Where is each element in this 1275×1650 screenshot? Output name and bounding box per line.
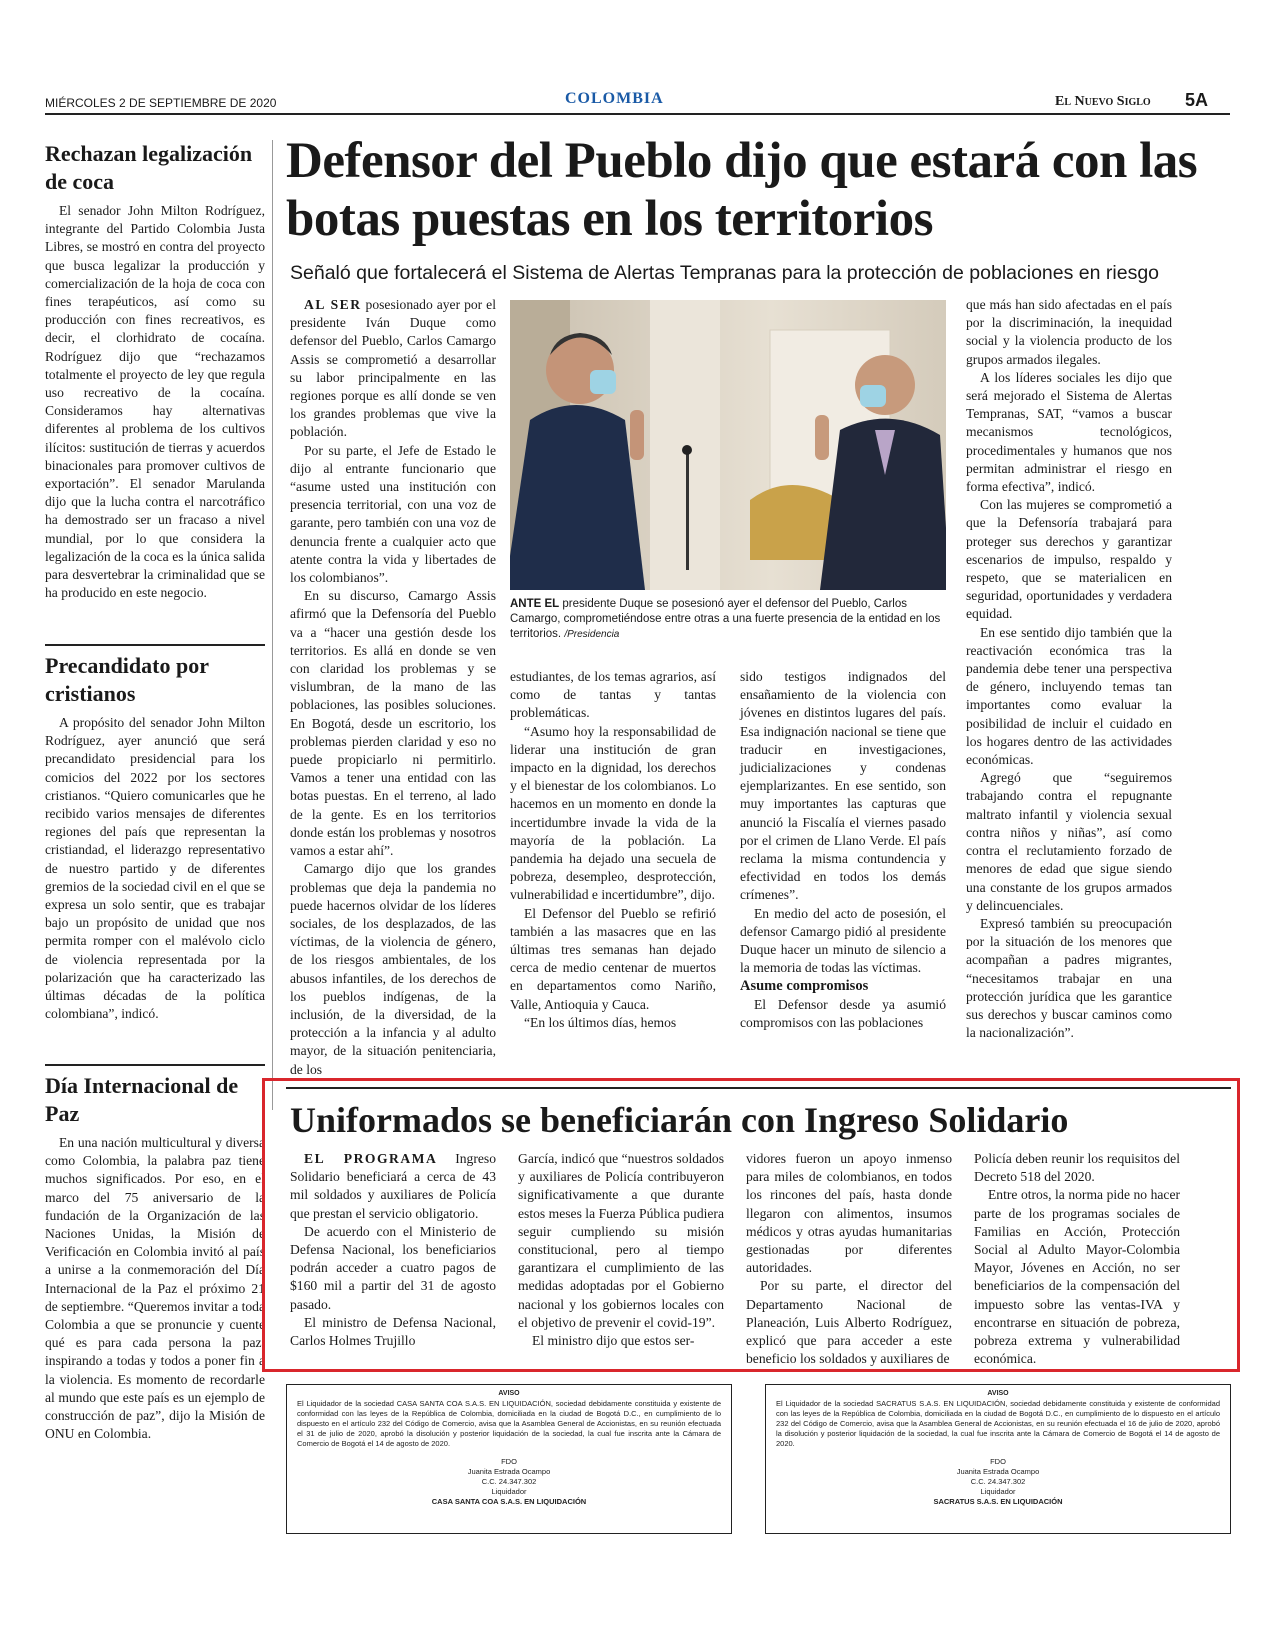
brief-title: Precandidato por cristianos <box>45 653 209 706</box>
paragraph: De acuerdo con el Ministerio de Defensa Nacional, los beneficiarios podrán acceder a cuatro pagos de $160 mil a partir del 31 de agosto pasado. <box>290 1223 496 1312</box>
notice-id: C.C. 24.347.302 <box>481 1477 537 1486</box>
main-subheadline: Señaló que fortalecerá el Sistema de Alertas Tempranas para la protección de poblaciones en riesgo <box>290 262 1160 284</box>
article1-column-2 <box>510 668 716 1032</box>
paragraph: que más han sido afectadas en el país por la discriminación, la inequidad social y la violencia producto de los grupos armados ilegales. <box>966 297 1172 367</box>
paragraph: En medio del acto de posesión, el defensor Camargo pidió al presidente Duque hacer un minuto de silencio a la memoria de todas las víctimas. <box>740 905 946 976</box>
article2-headline: Uniformados se beneficiarán con Ingreso Solidario <box>290 1100 1069 1140</box>
notice-fdo: FDO <box>501 1457 517 1466</box>
sidebar-brief-3 <box>45 1072 265 1443</box>
notice-body: El Liquidador de la sociedad CASA SANTA COA S.A.S. EN LIQUIDACIÓN, sociedad debidamente constituida y existente de conformidad con las leyes de la República de Colombia, domiciliada en la ciudad de Bogotá D.C., en cumplimiento de lo dispuesto en el artículo 232 del Código de Comercio, avisa que la Asamblea General de Accionistas, en su reunión efectuada el 31 de julio de 2020, aprobó la disolución y posterior liquidación de la sociedad, la cual fue inscrita ante la Cámara de Comercio de Bogotá el 14 de agosto de 2020. <box>297 1399 721 1448</box>
subhead: Asume compromisos <box>740 978 869 995</box>
caption-lead: ANTE EL <box>510 598 560 610</box>
paragraph: Expresó también su preocupación por la situación de los menores que acompañan a padres migrantes, “necesitamos trabajar en una protección jurídica que les garantice sus derechos y buscar caminos como la nacionalización”. <box>966 915 1172 1041</box>
paragraph: vidores fueron un apoyo inmenso para miles de colombianos, en todos los rincones del país, hasta donde llegaron con alimentos, insumos médicos y otras ayudas humanitarias gestionadas por diferentes autoridades. <box>746 1151 952 1276</box>
paragraph: “Asumo hoy la responsabilidad de liderar una institución de gran impacto en la dignidad, los derechos y el bienestar de los colombianos. Lo hacemos en un momento en donde la incertidumbre invade la vida de la mayoría de la población. La pandemia ha dejado una secuela de pobreza, desempleo, desprotección, vulnerabilidad e incertidumbre”, dijo. <box>510 723 716 903</box>
page-number: 5A <box>1185 90 1209 110</box>
article2-column-2 <box>518 1150 724 1350</box>
paragraph: Camargo dijo que los grandes problemas que deja la pandemia no puede hacernos olvidar de los líderes sociales, de los desplazados, de las víctimas, de la violencia de género, de los riesgos ambientales, de los abusos infantiles, de los derechos de los pueblos indígenas, de la inclusión, de la diversidad, de la protección a la infancia y al adulto mayor, de la situación penitenciaria, de los <box>290 861 496 1077</box>
article2-rule <box>286 1087 1231 1089</box>
notice-company: CASA SANTA COA S.A.S. EN LIQUIDACIÓN <box>431 1497 587 1506</box>
paragraph: El Defensor desde ya asumió compromisos con las poblaciones <box>740 996 946 1030</box>
article1-column-1 <box>290 296 496 1079</box>
paragraph: Con las mujeres se comprometió a que la Defensoría trabajará para proteger sus derechos y garantizar escenarios de impulso, respaldo y respeto, que se materialicen en seguridad, oportunidades y verdadera equidad. <box>966 497 1172 622</box>
paragraph: Ingreso Solidario beneficiará a cerca de 43 mil soldados y auxiliares de Policía que prestan el servicio obligatorio. <box>290 1151 496 1221</box>
legal-notice <box>765 1384 1231 1534</box>
article1-column-4 <box>966 296 1172 1042</box>
paragraph: posesionado ayer por el presidente Iván Duque como defensor del Pueblo, Carlos Camargo Assis se comprometió a desarrollar su labor principalmente en las regiones porque es allí donde se ven los grandes problemas que vive la población. <box>290 297 496 440</box>
paragraph: Por su parte, el Jefe de Estado le dijo al entrante funcionario que “asume usted una institución con presencia territorial, con una voz de garante, pero también con una voz de denuncia frente a cualquier acto que atente contra la vida y libertades de los colombianos”. <box>290 442 496 586</box>
caption-text: presidente Duque se posesionó ayer el defensor del Pueblo, Carlos Camargo, comprometiéndose entre otras a una fuerte presencia de la entidad en los territorios. <box>510 598 941 640</box>
paragraph: Entre otros, la norma pide no hacer parte de los programas sociales de Familias en Acción, Protección Social al Adulto Mayor-Colombia Mayor, Jóvenes en Acción, no ser beneficiarios de la compensación del impuesto sobre las ventas-IVA y encontrarse en situación de pobreza, pobreza extrema y vulnerabilidad económica. <box>974 1187 1180 1367</box>
sidebar-rule <box>45 644 265 646</box>
article-photo <box>510 300 946 590</box>
paragraph: “En los últimos días, hemos <box>524 1014 677 1030</box>
sidebar-brief-2 <box>45 652 265 1023</box>
article2-column-3 <box>746 1150 952 1368</box>
sidebar-brief-1 <box>45 140 265 602</box>
lead-in: AL SER <box>304 297 362 312</box>
notice-signer: Juanita Estrada Ocampo <box>956 1467 1040 1476</box>
notice-title: AVISO <box>987 1390 1009 1397</box>
paragraph: García, indicó que “nuestros soldados y auxiliares de Policía contribuyeron significativamente a que durante estos meses la Fuerza Pública pudiera seguir cumpliendo su misión constitucional, pero al tiempo garantizara el cumplimiento de las medidas adoptadas por el Gobierno nacional y los gobiernos locales con el objetivo de prevenir el covid-19”. <box>518 1151 724 1330</box>
paragraph: El Defensor del Pueblo se refirió también a las masacres que en las últimas tres semanas han dejado cerca de medio centenar de muertos en departamentos como Nariño, Valle, Antioquia y Cauca. <box>510 905 716 1012</box>
brief-title: Rechazan legalización de coca <box>45 141 253 194</box>
notice-role: Liquidador <box>980 1487 1016 1496</box>
caption-credit: /Presidencia <box>564 629 620 640</box>
paragraph: Policía deben reunir los requisitos del Decreto 518 del 2020. <box>974 1151 1180 1185</box>
notice-body: El Liquidador de la sociedad SACRATUS S.A.S. EN LIQUIDACIÓN, sociedad debidamente constituida y existente de conformidad con las leyes de la República de Colombia, domiciliada en la ciudad de Bogotá D.C., en cumplimiento de lo dispuesto en el artículo 232 del Código de Comercio, avisa que la Asamblea General de Accionistas, en su reunión efectuada el 16 de julio de 2020, aprobó la disolución y posterior liquidación de la sociedad, la cual fue inscrita ante la Cámara de Comercio de Bogotá el 14 de agosto de 2020. <box>776 1399 1220 1448</box>
notice-title: AVISO <box>498 1390 520 1397</box>
sidebar-rule <box>45 1064 265 1066</box>
article2-column-1 <box>290 1150 496 1350</box>
notice-signer: Juanita Estrada Ocampo <box>467 1467 551 1476</box>
legal-notice <box>286 1384 732 1534</box>
paragraph: estudiantes, de los temas agrarios, así como de tantas y tantas problemáticas. <box>510 669 716 721</box>
paragraph: El ministro dijo que estos ser- <box>532 1333 695 1349</box>
brief-body: A propósito del senador John Milton Rodríguez, ayer anunció que será precandidato presidencial para los comicios del 2022 por los sectores cristianos. “Quiero comunicarles que he recibido varios mensajes de diferentes regiones del país que representan la cristiandad, el liderazgo representativo de nuestro partido y de diferentes gremios de la sociedad civil en el que se expresa un solo sentir, que es trabajar bajo un propósito de unidad que nos permita romper con el malévolo ciclo de violencia representada por la polarización que ha caracterizado las últimas décadas de la política colombiana”, indicó. <box>45 715 265 1022</box>
notice-fdo: FDO <box>990 1457 1006 1466</box>
paragraph: Por su parte, el director del Departamento Nacional de Planeación, Luis Alberto Rodríguez, explicó que para acceder a este beneficio los soldados y auxiliares de <box>746 1278 952 1367</box>
photo-illustration <box>510 300 946 590</box>
paragraph: El ministro de Defensa Nacional, Carlos Holmes Trujillo <box>290 1314 496 1349</box>
paragraph: A los líderes sociales les dijo que será mejorado el Sistema de Alertas Tempranas, SAT, “vamos a buscar mecanismos tecnológicos, procedimentales y humanos que nos permitan administrar el riesgo en forma efectiva”, indicó. <box>966 369 1172 495</box>
main-headline: Defensor del Pueblo dijo que estará con las botas puestas en los territorios <box>286 133 1198 247</box>
paragraph: Agregó que “seguiremos trabajando contra el repugnante maltrato infantil y violencia sexual contra niños y niñas”, así como contra el reclutamiento forzado de menores de edad que sigue siendo una constante de los grupos armados y delincuenciales. <box>966 770 1172 913</box>
header-rule <box>45 113 1230 115</box>
newspaper-name: El Nuevo Siglo <box>1055 94 1151 109</box>
column-divider <box>272 140 273 1110</box>
brief-title: Día Internacional de Paz <box>45 1073 239 1126</box>
notice-id: C.C. 24.347.302 <box>970 1477 1026 1486</box>
photo-caption <box>510 597 946 642</box>
paragraph: sido testigos indignados del ensañamiento de la violencia con jóvenes en distintos lugares del país. Esa indignación nacional se tiene que traducir en investigaciones, judicializaciones y condenas ejemplarizantes. En ese sentido, son muy importantes las capturas que anunció la Fiscalía el viernes pasado por el crimen de Llano Verde. El país reclama la misma contundencia y efectividad en todos los demás crímenes”. <box>740 669 946 903</box>
paragraph: En su discurso, Camargo Assis afirmó que la Defensoría del Pueblo va a “hacer una gestión desde los territorios. Es allá en donde se ven con claridad los problemas y se vislumbran, de la mano de las poblaciones, las posibles soluciones. En Bogotá, desde un escritorio, los problemas pierden claridad y eso no puede propiciarlo ni permitirlo. Vamos a tener una entidad con las botas puestas. En el terreno, al lado de la gente. Es en los territorios donde están los problemas y nosotros vamos a estar ahí”. <box>290 588 496 859</box>
article2-column-4 <box>974 1150 1180 1368</box>
article1-column-3 <box>740 668 946 1032</box>
brief-body: El senador John Milton Rodríguez, integrante del Partido Colombia Justa Libres, se mostró en contra del proyecto que busca legalizar la producción y comercialización de la hoja de coca con fines terapéuticos, así como su producción con fines recreativos, es decir, el clorhidrato de cocaína. Rodríguez dijo que “rechazamos totalmente el proyecto de ley que regula uso recreativo de la cocaína. Consideramos hay alternativas diferentes al problema de los cultivos ilícitos: sustitución de tierras y acuerdos binacionales para promover cultivos de exportación”. El senador Marulanda dijo que la lucha contra el narcotráfico ha demostrado ser un fracaso a nivel mundial, por lo que considera la legalización de la coca es la única salida para desvertebrar la criminalidad que se ha producido en este negocio. <box>45 203 265 601</box>
notice-role: Liquidador <box>491 1487 527 1496</box>
lead-in: EL PROGRAMA <box>304 1151 438 1166</box>
section-name: COLOMBIA <box>565 90 664 107</box>
notice-company: SACRATUS S.A.S. EN LIQUIDACIÓN <box>933 1497 1063 1506</box>
issue-date: MIÉRCOLES 2 DE SEPTIEMBRE DE 2020 <box>45 96 277 110</box>
paragraph: En ese sentido dijo también que la reactivación económica tras la pandemia debe tener una perspectiva de género, incluyendo temas tan importantes como evaluar la posibilidad de incluir el cuidado en los hogares dentro de las actividades económicas. <box>966 624 1172 768</box>
brief-body: En una nación multicultural y diversa como Colombia, la palabra paz tiene muchos significados. Por eso, en el marco del 75 aniversario de la fundación de la Organización de las Naciones Unidas, la Misión de Verificación en Colombia invitó al país a unirse a la conmemoración del Día Internacional de la Paz el próximo 21 de septiembre. “Queremos invitar a toda Colombia a que se pronuncie y cuente qué es para cada persona la paz, inspirando a todas y todos a poner fin a la violencia. Es momento de recordarle al mundo que este país es un ejemplo de construcción de paz”, dijo la Misión de ONU en Colombia. <box>45 1135 265 1442</box>
